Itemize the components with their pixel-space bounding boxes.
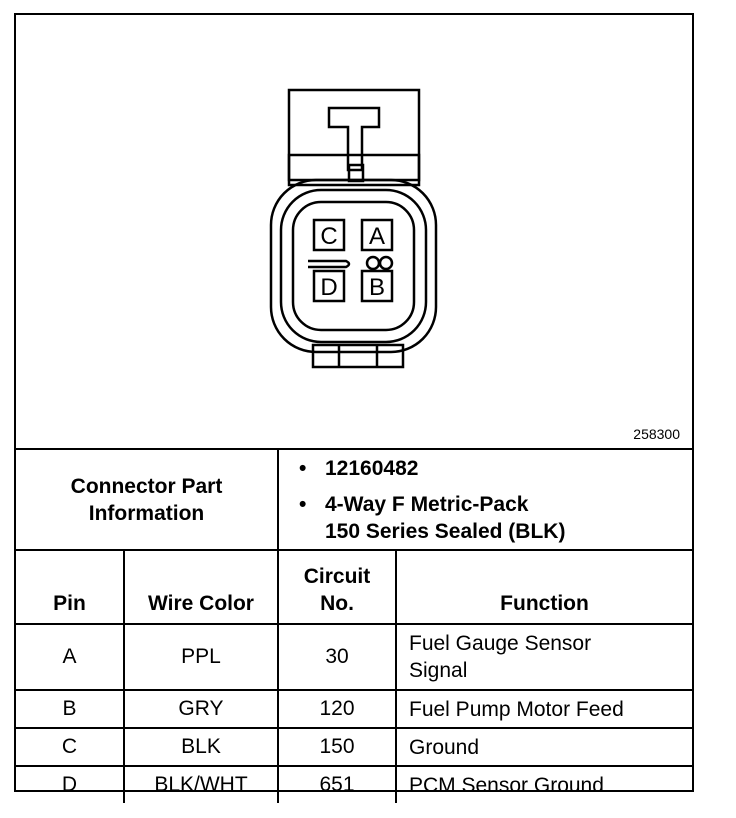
pin-cell: A [16,624,124,690]
pin-cell: C [16,728,124,766]
table-header-row [16,550,692,624]
function-cell: Fuel Pump Motor Feed [396,690,692,728]
connector-drawing [16,15,692,448]
figure-number: 258300 [633,426,680,442]
latch-tab [329,108,379,170]
header-function: Function [396,550,692,624]
pin-cell: B [16,690,124,728]
header-pin: Pin [16,550,124,624]
connector-description-2: 150 Series Sealed (BLK) [325,519,566,543]
pin-label-d: D [320,274,338,301]
vent-hole-right [380,257,392,269]
circuit-cell: 150 [278,728,396,766]
table-row [16,624,692,690]
connector-figure [16,15,692,450]
wire-color-cell: BLK/WHT [124,766,278,803]
pin-cell: D [16,766,124,803]
wire-color-cell: GRY [124,690,278,728]
connector-table [16,450,692,803]
function-cell: Fuel Gauge Sensor Signal [396,624,692,690]
header-circuit: Circuit No. [278,550,396,624]
connector-sheet [14,13,694,797]
table-row [16,690,692,728]
connector-description: • 4-Way F Metric-Pack [299,492,529,516]
pin-label-a: A [368,223,386,250]
bottom-lug [313,345,403,367]
pin-label-c: C [320,223,338,250]
latch-band [289,155,419,180]
connector-info-label: Connector Part Information [16,450,278,550]
vent-hole-left [367,257,379,269]
wire-color-cell: PPL [124,624,278,690]
header-wire-color: Wire Color [124,550,278,624]
connector-seal [281,190,426,342]
circuit-cell: 651 [278,766,396,803]
table-row [16,728,692,766]
circuit-cell: 30 [278,624,396,690]
function-cell: PCM Sensor Ground [396,766,692,803]
table-row [16,766,692,803]
pin-label-b: B [368,274,386,301]
wire-color-cell: BLK [124,728,278,766]
function-cell: Ground [396,728,692,766]
connector-body [271,180,436,352]
polarizing-key [308,261,349,267]
part-number: • 12160482 [299,456,419,480]
connector-info-details [278,450,692,550]
circuit-cell: 120 [278,690,396,728]
